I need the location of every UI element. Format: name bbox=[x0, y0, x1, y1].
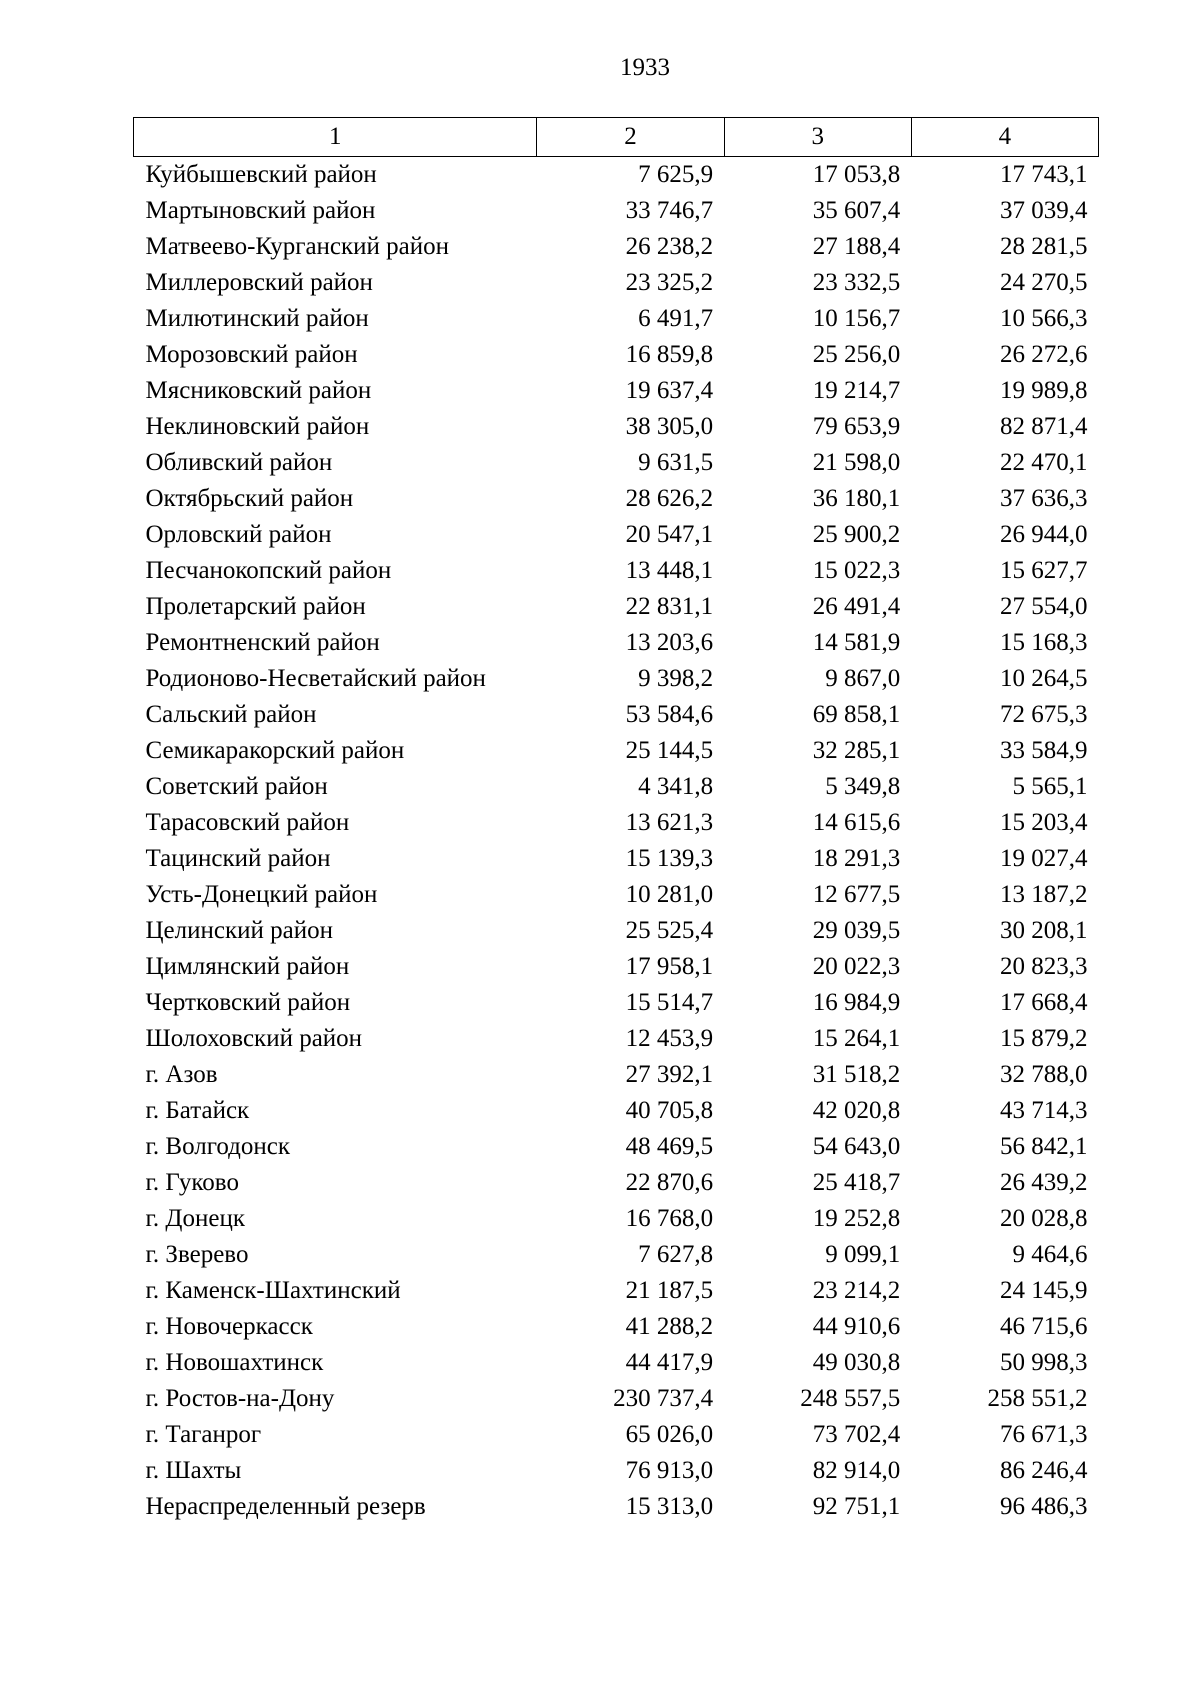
row-name-cell: г. Гуково bbox=[145, 1169, 239, 1196]
table-row bbox=[134, 337, 1099, 373]
value-cell-col3: 20 022,3 bbox=[812, 953, 901, 980]
row-name-cell: г. Азов bbox=[145, 1061, 218, 1088]
column-header: 3 bbox=[724, 118, 911, 157]
table-row bbox=[134, 373, 1099, 409]
value-cell-col3: 248 557,5 bbox=[800, 1385, 901, 1412]
row-name-cell: Милютинский район bbox=[145, 305, 369, 332]
value-cell-col4: 17 668,4 bbox=[1000, 989, 1088, 1016]
value-cell-col2: 7 627,8 bbox=[638, 1241, 714, 1268]
value-cell-col3: 19 214,7 bbox=[812, 377, 901, 404]
value-cell-col4: 15 203,4 bbox=[1000, 809, 1088, 836]
table-row bbox=[134, 193, 1099, 229]
value-cell-col3: 44 910,6 bbox=[812, 1313, 901, 1340]
table-row bbox=[134, 1309, 1099, 1345]
value-cell-col2: 23 325,2 bbox=[625, 269, 714, 296]
value-cell-col3: 16 984,9 bbox=[812, 989, 901, 1016]
row-name-cell: Мясниковский район bbox=[145, 377, 372, 404]
row-name-cell: Целинский район bbox=[145, 917, 333, 944]
value-cell-col3: 49 030,8 bbox=[812, 1349, 901, 1376]
row-name-cell: Нераспределенный резерв bbox=[145, 1493, 426, 1520]
value-cell-col4: 10 566,3 bbox=[1000, 305, 1088, 332]
value-cell-col3: 35 607,4 bbox=[812, 197, 901, 224]
row-name-cell: г. Волгодонск bbox=[145, 1133, 291, 1160]
value-cell-col4: 258 551,2 bbox=[987, 1385, 1088, 1412]
value-cell-col3: 42 020,8 bbox=[812, 1097, 901, 1124]
value-cell-col4: 5 565,1 bbox=[1012, 773, 1088, 800]
column-header: 1 bbox=[134, 118, 537, 157]
value-cell-col4: 24 270,5 bbox=[1000, 269, 1088, 296]
table-row bbox=[134, 1057, 1099, 1093]
value-cell-col4: 20 823,3 bbox=[1000, 953, 1088, 980]
table-row bbox=[134, 1381, 1099, 1417]
value-cell-col4: 9 464,6 bbox=[1012, 1241, 1088, 1268]
row-name-cell: Песчанокопский район bbox=[145, 557, 392, 584]
value-cell-col3: 26 491,4 bbox=[812, 593, 901, 620]
value-cell-col2: 76 913,0 bbox=[625, 1457, 714, 1484]
table-row bbox=[134, 805, 1099, 841]
row-name-cell: г. Новочеркасск bbox=[145, 1313, 313, 1340]
table-row bbox=[134, 841, 1099, 877]
value-cell-col2: 22 870,6 bbox=[625, 1169, 714, 1196]
row-name-cell: Сальский район bbox=[145, 701, 317, 728]
value-cell-col4: 15 168,3 bbox=[1000, 629, 1088, 656]
value-cell-col3: 54 643,0 bbox=[812, 1133, 901, 1160]
page-number: 1933 bbox=[620, 54, 670, 81]
row-name-cell: г. Ростов-на-Дону bbox=[145, 1385, 335, 1412]
value-cell-col4: 76 671,3 bbox=[1000, 1421, 1088, 1448]
value-cell-col2: 6 491,7 bbox=[638, 305, 714, 332]
table-row bbox=[134, 1129, 1099, 1165]
value-cell-col3: 25 900,2 bbox=[812, 521, 901, 548]
table-row bbox=[134, 661, 1099, 697]
value-cell-col4: 43 714,3 bbox=[1000, 1097, 1088, 1124]
value-cell-col4: 33 584,9 bbox=[1000, 737, 1088, 764]
row-name-cell: Семикаракорский район bbox=[145, 737, 405, 764]
value-cell-col4: 15 879,2 bbox=[1000, 1025, 1088, 1052]
table-body bbox=[134, 157, 1099, 1526]
value-cell-col4: 27 554,0 bbox=[1000, 593, 1088, 620]
row-name-cell: г. Новошахтинск bbox=[145, 1349, 324, 1376]
value-cell-col3: 23 214,2 bbox=[812, 1277, 901, 1304]
value-cell-col4: 26 439,2 bbox=[1000, 1169, 1088, 1196]
value-cell-col3: 17 053,8 bbox=[812, 161, 901, 188]
table-row bbox=[134, 625, 1099, 661]
row-name-cell: Миллеровский район bbox=[145, 269, 373, 296]
value-cell-col2: 33 746,7 bbox=[625, 197, 714, 224]
value-cell-col4: 32 788,0 bbox=[1000, 1061, 1088, 1088]
value-cell-col2: 38 305,0 bbox=[625, 413, 714, 440]
table-row bbox=[134, 409, 1099, 445]
value-cell-col3: 15 022,3 bbox=[812, 557, 901, 584]
row-name-cell: Орловский район bbox=[145, 521, 332, 548]
value-cell-col3: 25 256,0 bbox=[812, 341, 901, 368]
row-name-cell: Родионово-Несветайский район bbox=[145, 665, 486, 692]
value-cell-col2: 9 631,5 bbox=[638, 449, 714, 476]
value-cell-col2: 12 453,9 bbox=[625, 1025, 714, 1052]
value-cell-col3: 32 285,1 bbox=[812, 737, 901, 764]
table-header-row bbox=[134, 118, 1099, 157]
table-row bbox=[134, 1345, 1099, 1381]
table-row bbox=[134, 229, 1099, 265]
budget-table bbox=[133, 117, 1099, 1525]
row-name-cell: Матвеево-Курганский район bbox=[145, 233, 450, 260]
table-row bbox=[134, 1093, 1099, 1129]
value-cell-col4: 37 039,4 bbox=[1000, 197, 1088, 224]
value-cell-col2: 20 547,1 bbox=[625, 521, 714, 548]
value-cell-col3: 23 332,5 bbox=[812, 269, 901, 296]
row-name-cell: Обливский район bbox=[145, 449, 333, 476]
value-cell-col2: 230 737,4 bbox=[613, 1385, 714, 1412]
value-cell-col2: 44 417,9 bbox=[625, 1349, 714, 1376]
value-cell-col4: 28 281,5 bbox=[1000, 233, 1088, 260]
table-row bbox=[134, 157, 1099, 194]
table-row bbox=[134, 553, 1099, 589]
row-name-cell: Пролетарский район bbox=[145, 593, 366, 620]
value-cell-col4: 82 871,4 bbox=[1000, 413, 1088, 440]
value-cell-col3: 36 180,1 bbox=[812, 485, 901, 512]
value-cell-col2: 15 514,7 bbox=[625, 989, 714, 1016]
value-cell-col3: 27 188,4 bbox=[812, 233, 901, 260]
value-cell-col4: 30 208,1 bbox=[1000, 917, 1088, 944]
value-cell-col2: 13 203,6 bbox=[625, 629, 714, 656]
value-cell-col2: 15 139,3 bbox=[625, 845, 714, 872]
value-cell-col2: 53 584,6 bbox=[625, 701, 714, 728]
value-cell-col2: 13 621,3 bbox=[625, 809, 714, 836]
table-row bbox=[134, 517, 1099, 553]
value-cell-col4: 24 145,9 bbox=[1000, 1277, 1088, 1304]
value-cell-col3: 69 858,1 bbox=[812, 701, 901, 728]
value-cell-col3: 9 867,0 bbox=[825, 665, 901, 692]
row-name-cell: Тацинский район bbox=[145, 845, 331, 872]
value-cell-col2: 17 958,1 bbox=[625, 953, 714, 980]
row-name-cell: Шолоховский район bbox=[145, 1025, 363, 1052]
row-name-cell: г. Таганрог bbox=[145, 1421, 262, 1448]
value-cell-col4: 26 944,0 bbox=[1000, 521, 1088, 548]
value-cell-col4: 46 715,6 bbox=[1000, 1313, 1088, 1340]
value-cell-col4: 56 842,1 bbox=[1000, 1133, 1088, 1160]
row-name-cell: Неклиновский район bbox=[145, 413, 370, 440]
table-row bbox=[134, 769, 1099, 805]
table-row bbox=[134, 877, 1099, 913]
value-cell-col3: 9 099,1 bbox=[825, 1241, 901, 1268]
row-name-cell: Цимлянский район bbox=[145, 953, 350, 980]
value-cell-col2: 9 398,2 bbox=[638, 665, 714, 692]
row-name-cell: г. Зверево bbox=[145, 1241, 249, 1268]
table-row bbox=[134, 589, 1099, 625]
row-name-cell: Чертковский район bbox=[145, 989, 351, 1016]
table-row bbox=[134, 301, 1099, 337]
row-name-cell: г. Шахты bbox=[145, 1457, 242, 1484]
table-row bbox=[134, 1165, 1099, 1201]
value-cell-col4: 37 636,3 bbox=[1000, 485, 1088, 512]
row-name-cell: Советский район bbox=[145, 773, 328, 800]
value-cell-col2: 10 281,0 bbox=[625, 881, 714, 908]
row-name-cell: Ремонтненский район bbox=[145, 629, 380, 656]
value-cell-col3: 18 291,3 bbox=[812, 845, 901, 872]
value-cell-col2: 4 341,8 bbox=[638, 773, 714, 800]
table-row bbox=[134, 985, 1099, 1021]
table-row bbox=[134, 481, 1099, 517]
row-name-cell: Морозовский район bbox=[145, 341, 358, 368]
value-cell-col4: 86 246,4 bbox=[1000, 1457, 1088, 1484]
value-cell-col4: 19 989,8 bbox=[1000, 377, 1088, 404]
value-cell-col2: 19 637,4 bbox=[625, 377, 714, 404]
value-cell-col4: 50 998,3 bbox=[1000, 1349, 1088, 1376]
row-name-cell: Усть-Донецкий район bbox=[145, 881, 378, 908]
table-row bbox=[134, 445, 1099, 481]
table-row bbox=[134, 1273, 1099, 1309]
value-cell-col3: 29 039,5 bbox=[812, 917, 901, 944]
value-cell-col2: 16 859,8 bbox=[625, 341, 714, 368]
value-cell-col2: 48 469,5 bbox=[625, 1133, 714, 1160]
value-cell-col4: 15 627,7 bbox=[1000, 557, 1088, 584]
value-cell-col3: 92 751,1 bbox=[812, 1493, 901, 1520]
value-cell-col3: 19 252,8 bbox=[812, 1205, 901, 1232]
value-cell-col2: 27 392,1 bbox=[625, 1061, 714, 1088]
value-cell-col3: 12 677,5 bbox=[812, 881, 901, 908]
value-cell-col4: 10 264,5 bbox=[1000, 665, 1088, 692]
table-row bbox=[134, 949, 1099, 985]
value-cell-col3: 31 518,2 bbox=[812, 1061, 901, 1088]
row-name-cell: Куйбышевский район bbox=[145, 161, 377, 188]
row-name-cell: г. Каменск-Шахтинский bbox=[145, 1277, 401, 1304]
row-name-cell: Октябрьский район bbox=[145, 485, 354, 512]
value-cell-col2: 28 626,2 bbox=[625, 485, 714, 512]
value-cell-col2: 21 187,5 bbox=[625, 1277, 714, 1304]
table-row bbox=[134, 1417, 1099, 1453]
column-header: 4 bbox=[911, 118, 1098, 157]
value-cell-col2: 65 026,0 bbox=[625, 1421, 714, 1448]
value-cell-col2: 15 313,0 bbox=[625, 1493, 714, 1520]
value-cell-col3: 14 581,9 bbox=[812, 629, 901, 656]
table-row bbox=[134, 697, 1099, 733]
table-row bbox=[134, 1021, 1099, 1057]
value-cell-col2: 25 144,5 bbox=[625, 737, 714, 764]
value-cell-col2: 16 768,0 bbox=[625, 1205, 714, 1232]
table-row bbox=[134, 1453, 1099, 1489]
row-name-cell: г. Батайск bbox=[145, 1097, 250, 1124]
value-cell-col4: 17 743,1 bbox=[1000, 161, 1088, 188]
value-cell-col3: 10 156,7 bbox=[812, 305, 901, 332]
column-header: 2 bbox=[537, 118, 724, 157]
value-cell-col4: 26 272,6 bbox=[1000, 341, 1088, 368]
value-cell-col3: 82 914,0 bbox=[812, 1457, 901, 1484]
table-row bbox=[134, 1237, 1099, 1273]
row-name-cell: Тарасовский район bbox=[145, 809, 350, 836]
row-name-cell: г. Донецк bbox=[145, 1205, 245, 1232]
value-cell-col3: 79 653,9 bbox=[812, 413, 901, 440]
value-cell-col3: 15 264,1 bbox=[812, 1025, 901, 1052]
value-cell-col4: 96 486,3 bbox=[1000, 1493, 1088, 1520]
table-row bbox=[134, 913, 1099, 949]
value-cell-col2: 40 705,8 bbox=[625, 1097, 714, 1124]
value-cell-col2: 26 238,2 bbox=[625, 233, 714, 260]
table-row bbox=[134, 733, 1099, 769]
value-cell-col4: 22 470,1 bbox=[1000, 449, 1088, 476]
value-cell-col4: 72 675,3 bbox=[1000, 701, 1088, 728]
value-cell-col3: 14 615,6 bbox=[812, 809, 901, 836]
value-cell-col2: 13 448,1 bbox=[625, 557, 714, 584]
value-cell-col3: 73 702,4 bbox=[812, 1421, 901, 1448]
value-cell-col2: 41 288,2 bbox=[625, 1313, 714, 1340]
value-cell-col4: 19 027,4 bbox=[1000, 845, 1088, 872]
value-cell-col2: 7 625,9 bbox=[638, 161, 714, 188]
value-cell-col4: 13 187,2 bbox=[1000, 881, 1088, 908]
table-row bbox=[134, 1489, 1099, 1525]
value-cell-col3: 5 349,8 bbox=[825, 773, 901, 800]
table-row bbox=[134, 1201, 1099, 1237]
value-cell-col4: 20 028,8 bbox=[1000, 1205, 1088, 1232]
value-cell-col3: 25 418,7 bbox=[812, 1169, 901, 1196]
row-name-cell: Мартыновский район bbox=[145, 197, 376, 224]
value-cell-col2: 25 525,4 bbox=[625, 917, 714, 944]
value-cell-col3: 21 598,0 bbox=[812, 449, 901, 476]
value-cell-col2: 22 831,1 bbox=[625, 593, 714, 620]
table-row bbox=[134, 265, 1099, 301]
